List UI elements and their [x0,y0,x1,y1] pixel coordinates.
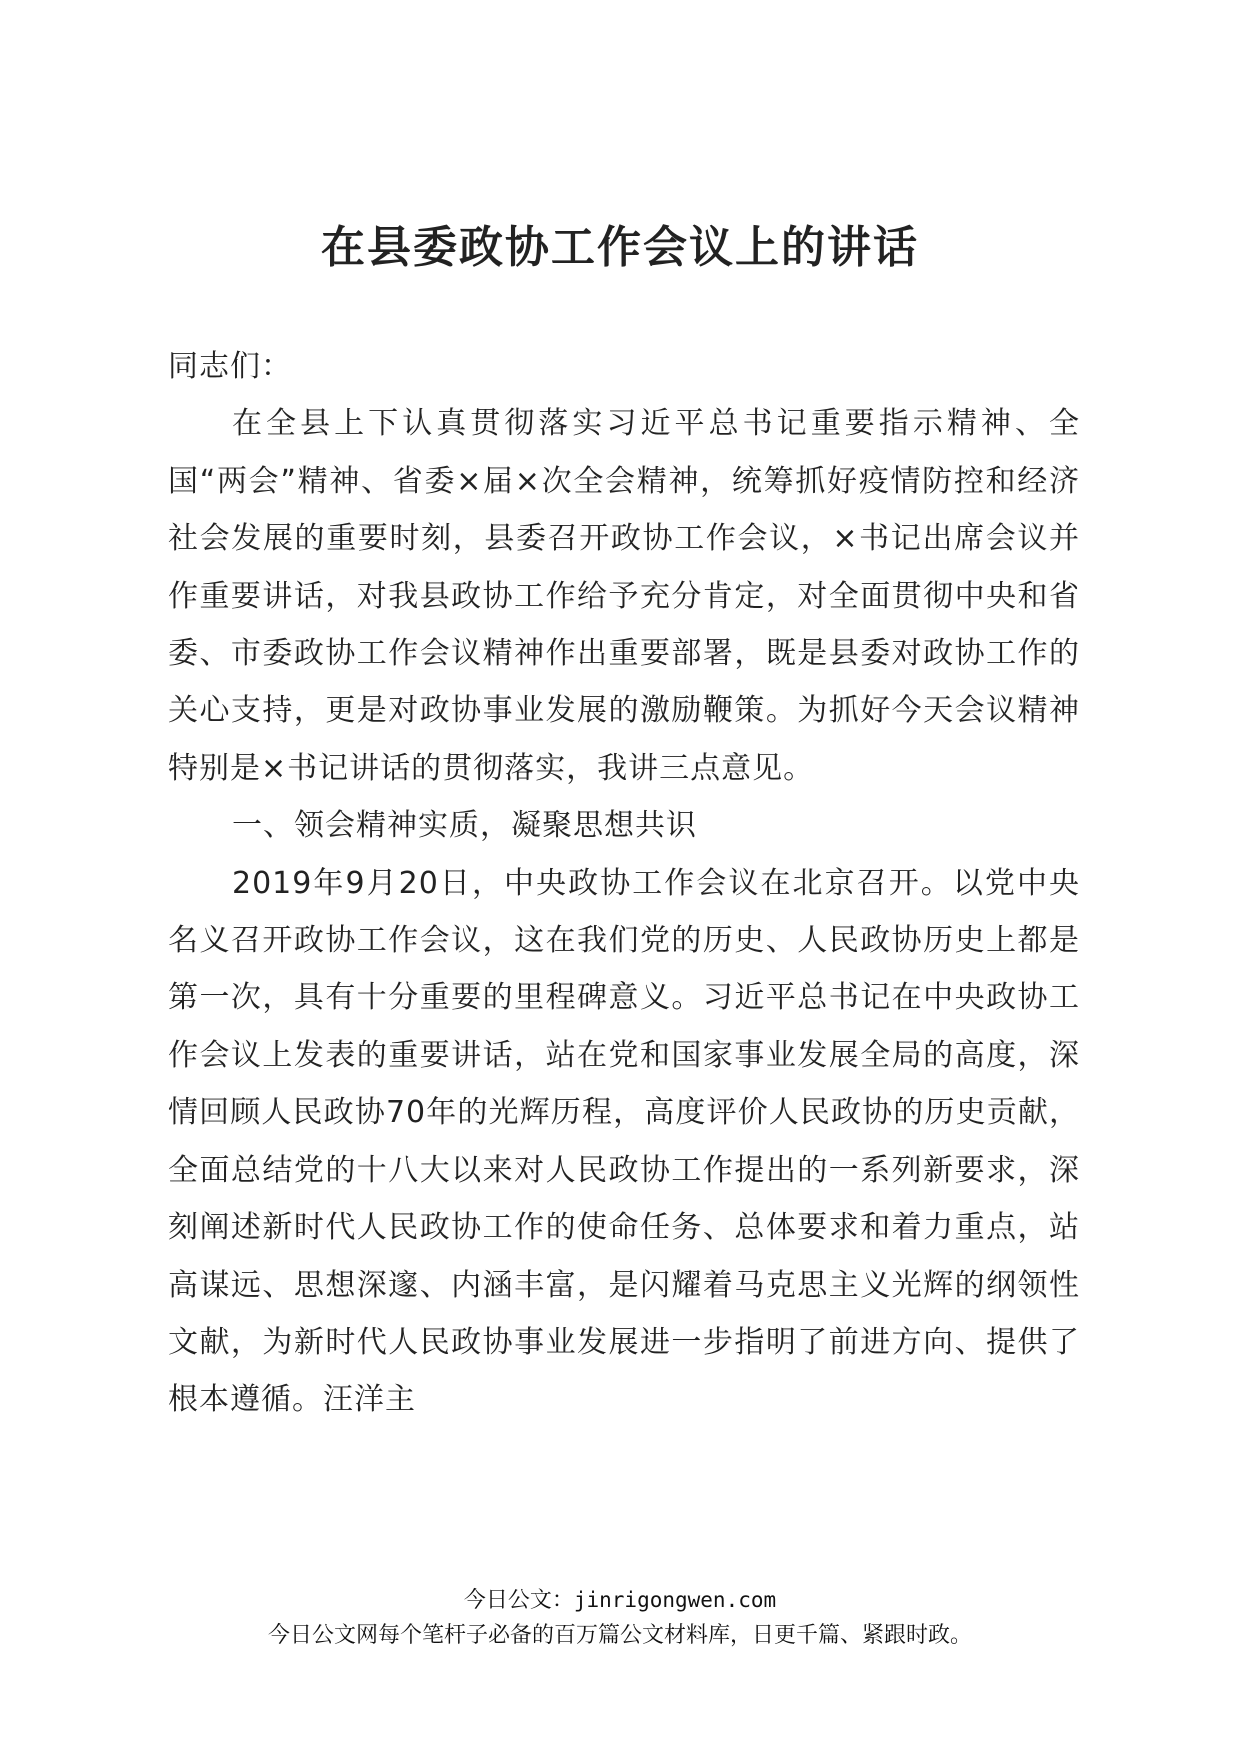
footer [0,1584,1240,1653]
salutation: 同志们： [168,349,292,384]
footer-slogan: 今日公文网每个笔杆子必备的百万篇公文材料库，日更千篇、紧跟时政。 [267,1623,972,1648]
footer-label: 今日公文： [463,1588,574,1613]
section-heading-1: 一、领会精神实质，凝聚思想共识 [232,808,697,844]
document-title: 在县委政协工作会议上的讲话 [321,222,919,273]
intro-paragraph: 在全县上下认真贯彻落实习近平总书记重要指示精神、全国“两会”精神、省委×届×次全会精神，统筹抓好疫情防控和经济社会发展的重要时刻，县委召开政协工作会议，×书记出席会议并作重要讲话，对我县政协工作给予充分肯定，对全面贯彻中央和省委、市委政协工作会议精神作出重要部署，既是县委对政协工作的关心支持，更是对政协事业发展的激励鞭策。为抓好今天会议精神特别是×书记讲话的贯彻落实，我讲三点意见。 [168,406,1080,786]
document-body [168,338,1080,1429]
section-1-paragraph: 2019年9月20日，中央政协工作会议在北京召开。以党中央名义召开政协工作会议，这在我们党的历史、人民政协历史上都是第一次，具有十分重要的里程碑意义。习近平总书记在中央政协工作会议上发表的重要讲话，站在党和国家事业发展全局的高度，深情回顾人民政协70年的光辉历程，高度评价人民政协的历史贡献，全面总结党的十八大以来对人民政协工作提出的一系列新要求，深刻阐述新时代人民政协工作的使命任务、总体要求和着力重点，站高谋远、思想深邃、内涵丰富，是闪耀着马克思主义光辉的纲领性文献，为新时代人民政协事业发展进一步指明了前进方向、提供了根本遵循。汪洋主 [168,865,1080,1418]
footer-source-line [0,1584,1240,1617]
footer-url-link[interactable]: jinrigongwen.com [573,1588,777,1612]
